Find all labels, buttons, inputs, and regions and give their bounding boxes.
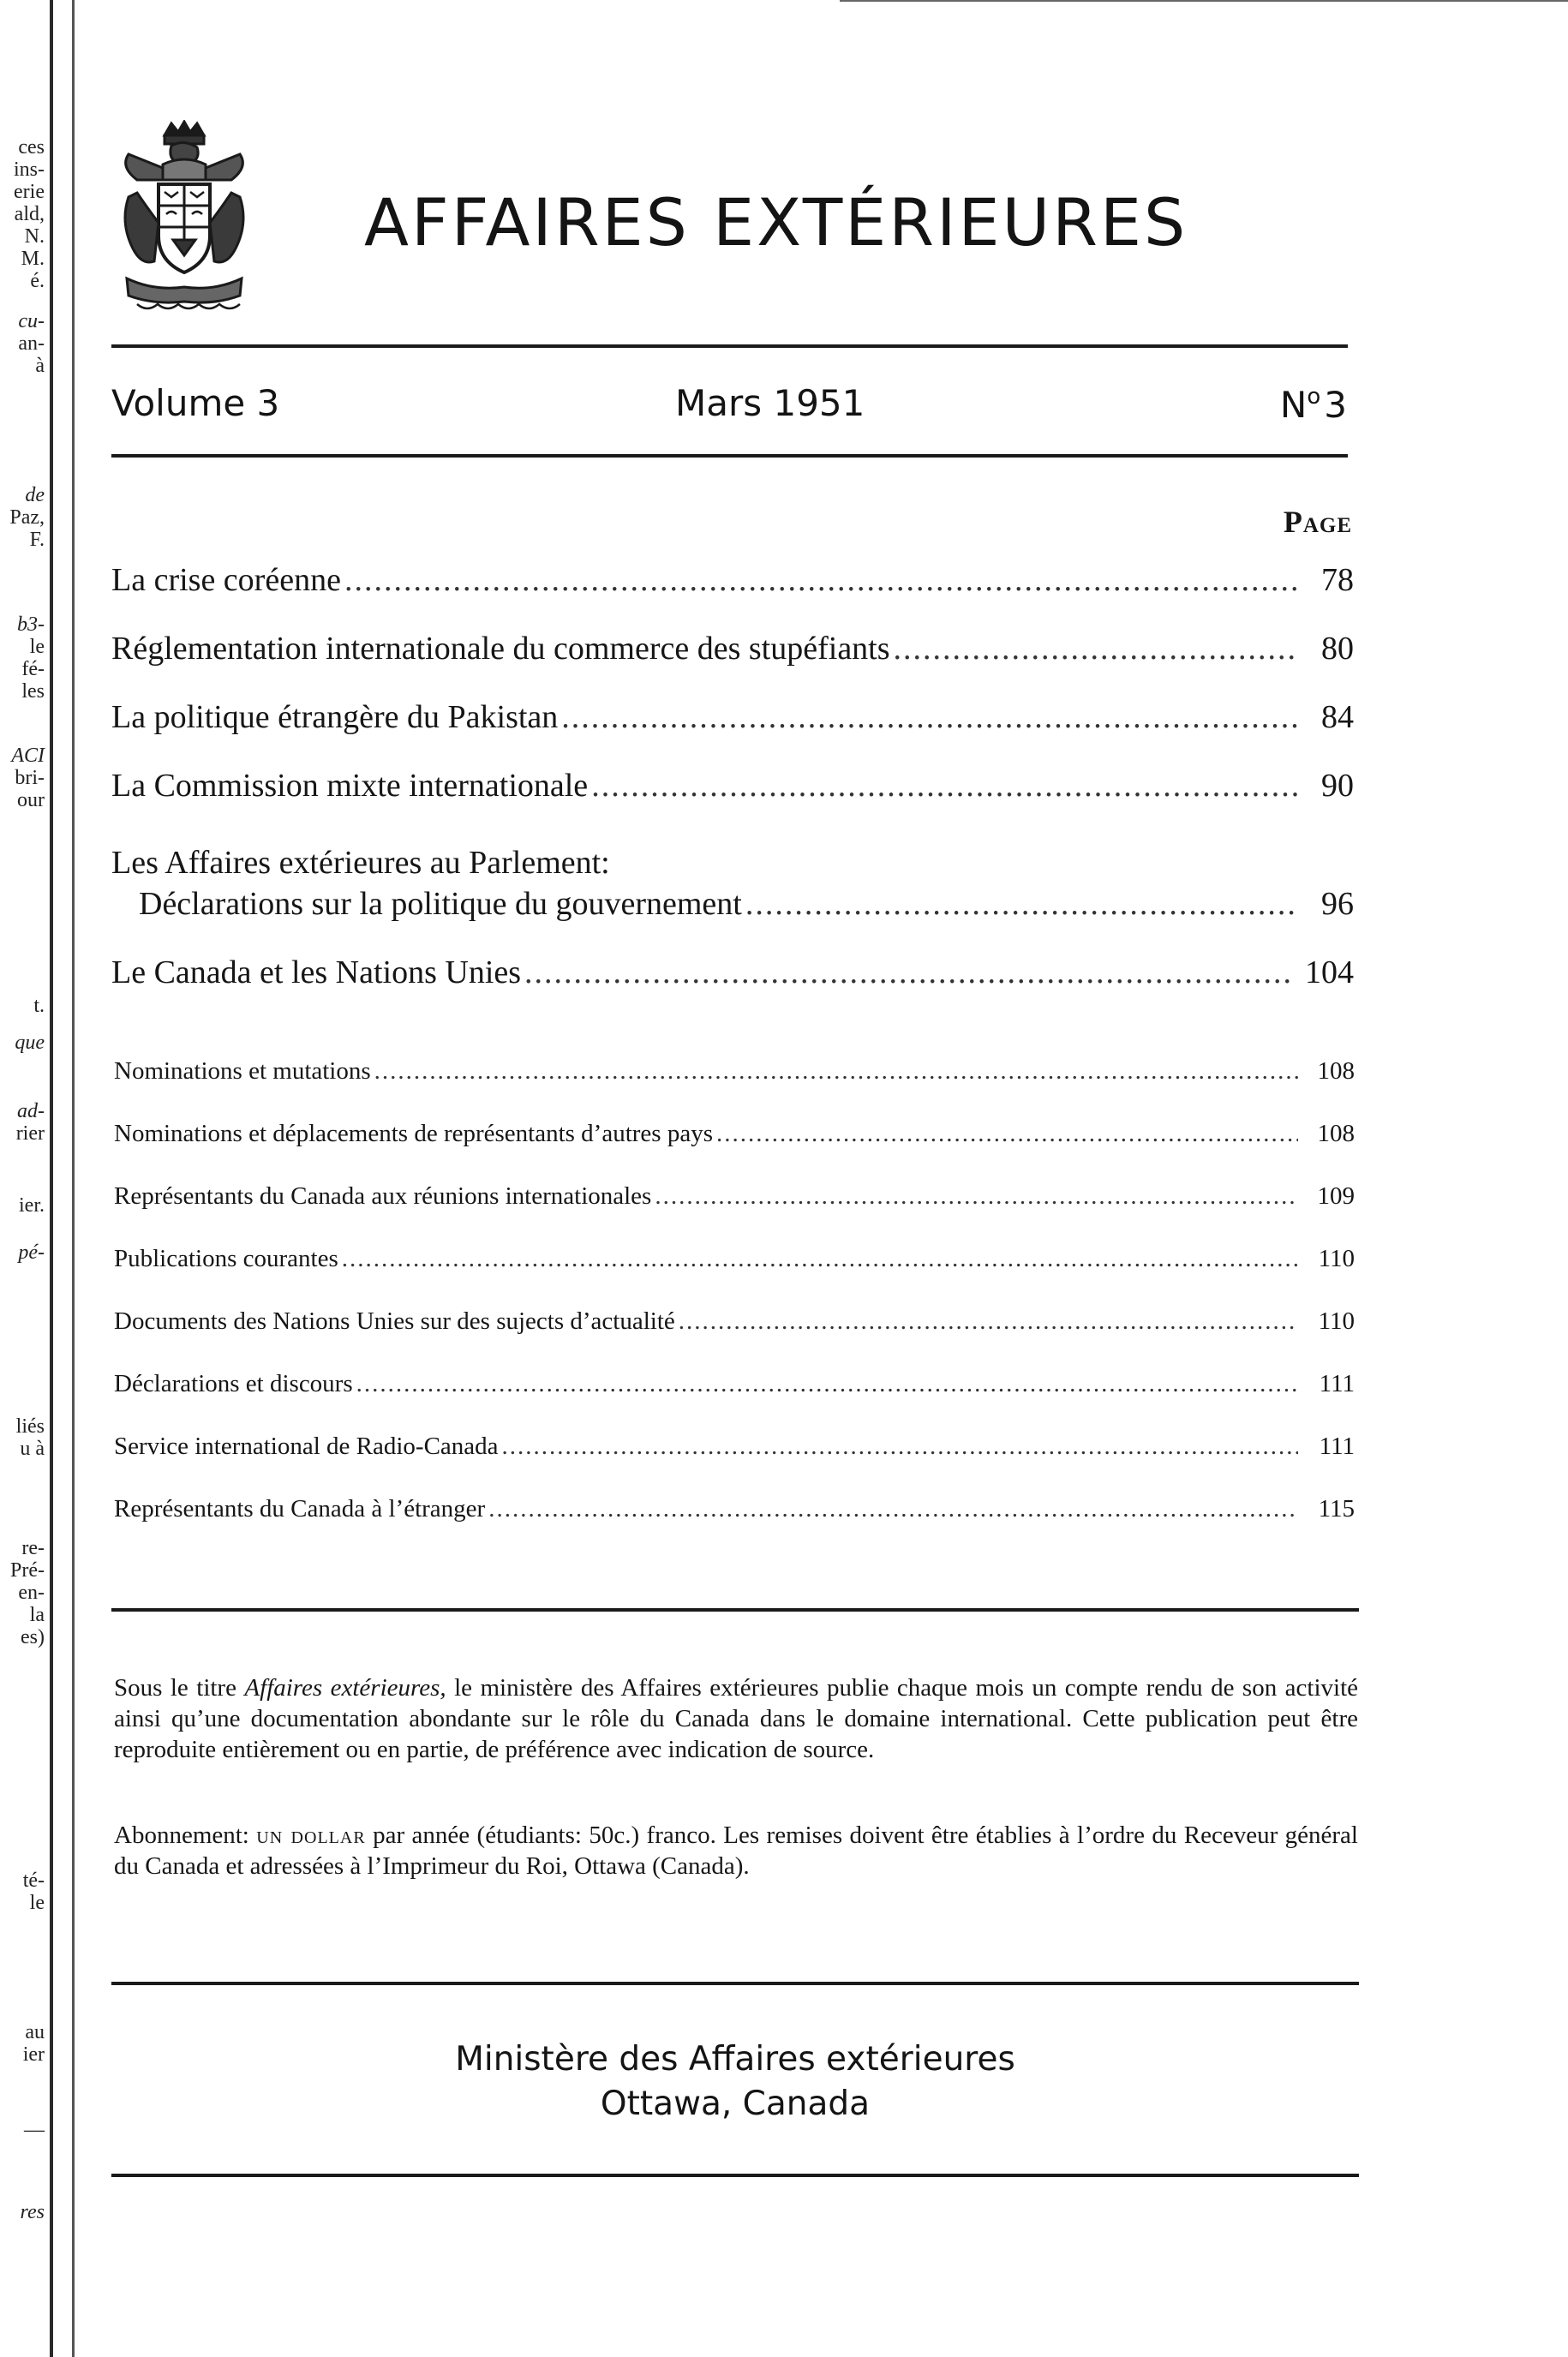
toc-leader-dots	[745, 885, 1297, 923]
bleed-text-fragment: t.	[33, 995, 45, 1017]
bleed-text-fragment: erie	[14, 181, 45, 203]
page-gutter-line	[50, 0, 53, 2357]
toc-entry-title: Représentants du Canada aux réunions internationales	[114, 1182, 652, 1210]
toc-entry-page: 111	[1319, 1370, 1355, 1397]
volume-label: Volume 3	[111, 382, 280, 424]
bleed-text-fragment: F.	[29, 529, 45, 551]
toc-entry[interactable]	[114, 1433, 1355, 1461]
bleed-text-fragment: le	[29, 636, 45, 658]
bleed-text-fragment: que	[15, 1032, 45, 1054]
toc-leader-dots	[524, 954, 1293, 991]
bleed-text-fragment: les	[21, 680, 45, 703]
bleed-text-fragment: ier.	[19, 1194, 45, 1217]
toc-leader-dots	[374, 1057, 1298, 1086]
bleed-text-fragment: an-	[18, 332, 45, 355]
bleed-text-fragment: le	[29, 1892, 45, 1914]
bleed-text-fragment: Paz,	[9, 506, 45, 529]
bleed-text-fragment: au	[25, 2021, 45, 2043]
toc-leader-dots	[716, 1120, 1298, 1148]
header-rule-top	[111, 344, 1348, 348]
toc-entry-page: 104	[1305, 954, 1354, 990]
toc-entry-heading[interactable]: Les Affaires extérieures au Parlement:	[111, 845, 610, 881]
toc-entry-title: Service international de Radio-Canada	[114, 1433, 499, 1460]
facing-page-bleed	[0, 0, 50, 2357]
toc-entry[interactable]	[114, 1057, 1355, 1086]
bleed-text-fragment: ACI	[11, 745, 45, 767]
toc-leader-dots	[679, 1307, 1298, 1336]
toc-entry-page: 96	[1321, 886, 1354, 922]
toc-entry[interactable]	[111, 698, 1354, 736]
page-gutter-line-inner	[72, 0, 75, 2357]
issue-number: $N^o3$	[1279, 384, 1347, 426]
bleed-text-fragment: b3-	[17, 613, 45, 636]
bleed-text-fragment: ier	[22, 2043, 45, 2066]
toc-entry[interactable]	[114, 1307, 1355, 1336]
toc-end-rule	[111, 1608, 1359, 1612]
toc-entry-title: Déclarations et discours	[114, 1370, 353, 1397]
toc-entry[interactable]	[111, 630, 1354, 667]
bleed-text-fragment: té-	[22, 1869, 45, 1892]
bleed-text-fragment: es)	[21, 1626, 45, 1648]
toc-entry-page: 109	[1317, 1182, 1355, 1210]
toc-page-heading: Page	[1283, 505, 1352, 539]
toc-entry[interactable]	[114, 1120, 1355, 1148]
toc-entry-title: La crise coréenne	[111, 562, 341, 598]
toc-entry-page: 110	[1318, 1307, 1355, 1335]
canadian-coat-of-arms-icon	[111, 120, 257, 317]
toc-entry-title: La Commission mixte internationale	[111, 768, 589, 804]
bleed-text-fragment: cu-	[18, 310, 45, 332]
toc-entry-title: Représentants du Canada à l’étranger	[114, 1495, 486, 1522]
toc-entry-page: 84	[1321, 699, 1354, 735]
toc-entry-page: 115	[1318, 1495, 1355, 1522]
bleed-text-fragment: bri-	[15, 767, 45, 789]
toc-entry-page: 80	[1321, 631, 1354, 667]
subscription-notice: Abonnement: un dollar par année (étudiants: 50c.) franco. Les remises doivent être établies à l’ordre du Receveur général du Canada et adressées à l’Imprimeur du Roi, Ottawa (Canada).	[114, 1822, 1358, 1880]
toc-entry-title: La politique étrangère du Pakistan	[111, 699, 559, 735]
toc-entry[interactable]	[114, 1182, 1355, 1211]
toc-entry-title: Nominations et mutations	[114, 1057, 371, 1085]
bleed-text-fragment: —	[24, 2119, 45, 2141]
bleed-text-fragment: ins-	[14, 159, 45, 181]
bleed-text-fragment: u à	[20, 1438, 45, 1460]
bleed-text-fragment: M.	[21, 248, 45, 270]
toc-leader-dots	[488, 1495, 1298, 1523]
toc-entry-page: 110	[1318, 1245, 1355, 1272]
bleed-text-fragment: res	[20, 2201, 45, 2223]
bleed-text-fragment: en-	[18, 1582, 45, 1604]
publisher-location: Ottawa, Canada	[600, 2085, 871, 2123]
bleed-text-fragment: à	[35, 355, 45, 377]
toc-entry-page: 90	[1321, 768, 1354, 804]
toc-entry-page: 78	[1321, 562, 1354, 598]
toc-entry[interactable]	[114, 1245, 1355, 1273]
toc-entry-title: Déclarations sur la politique du gouvernement	[139, 886, 742, 922]
scan-top-edge	[840, 0, 1568, 2]
header-rule-bottom	[111, 454, 1348, 458]
bleed-text-fragment: N.	[24, 225, 45, 248]
bleed-text-fragment: é.	[30, 270, 45, 292]
bleed-text-fragment: liés	[15, 1415, 45, 1438]
toc-entry-title: Nominations et déplacements de représentants d’autres pays	[114, 1120, 713, 1147]
toc-entry[interactable]	[111, 885, 1354, 923]
toc-leader-dots	[894, 630, 1297, 667]
toc-leader-dots	[344, 561, 1297, 599]
issue-date: Mars 1951	[675, 382, 865, 424]
toc-entry-title: Réglementation internationale du commerce des stupéfiants	[111, 631, 890, 667]
bleed-text-fragment: pé-	[18, 1241, 45, 1264]
publisher-rule-bottom	[111, 2174, 1359, 2177]
bleed-text-fragment: our	[17, 789, 45, 811]
bleed-text-fragment: Pré-	[10, 1559, 45, 1582]
toc-entry-title: Documents des Nations Unies sur des sujects d’actualité	[114, 1307, 675, 1335]
bleed-text-fragment: la	[29, 1604, 45, 1626]
bleed-text-fragment: de	[25, 484, 45, 506]
toc-leader-dots	[655, 1182, 1298, 1211]
toc-entry[interactable]	[114, 1495, 1355, 1523]
publisher-name: Ministère des Affaires extérieures	[455, 2040, 1015, 2079]
toc-leader-dots	[591, 767, 1297, 805]
publisher-block	[111, 2037, 1359, 2127]
toc-entry-title: Le Canada et les Nations Unies	[111, 954, 522, 990]
toc-leader-dots	[342, 1245, 1298, 1273]
toc-leader-dots	[356, 1370, 1298, 1398]
magazine-title: AFFAIRES EXTÉRIEURES	[364, 184, 1188, 260]
bleed-text-fragment: ald,	[14, 203, 45, 225]
toc-entry[interactable]	[114, 1370, 1355, 1398]
toc-entry[interactable]	[111, 561, 1354, 599]
bleed-text-fragment: fé-	[21, 658, 45, 680]
bleed-text-fragment: ces	[18, 136, 45, 159]
toc-leader-dots	[561, 698, 1297, 736]
publisher-rule-top	[111, 1982, 1359, 1985]
bleed-text-fragment: rier	[15, 1122, 45, 1145]
bleed-text-fragment: ad-	[17, 1100, 45, 1122]
toc-entry-page: 108	[1317, 1057, 1355, 1085]
toc-entry[interactable]	[111, 954, 1354, 991]
toc-leader-dots	[502, 1433, 1298, 1461]
toc-entry-page: 111	[1319, 1433, 1355, 1460]
bleed-text-fragment: re-	[21, 1537, 45, 1559]
publication-notice: Sous le titre Affaires extérieures, le ministère des Affaires extérieures publie chaque mois un compte rendu de son activité ainsi qu’une documentation abondante sur le rôle du Canada dans le domaine international. Cette publication peut être reproduite entièrement ou en partie, de préférence avec indication de source.	[114, 1674, 1358, 1763]
toc-entry[interactable]	[111, 767, 1354, 805]
toc-entry-page: 108	[1317, 1120, 1355, 1147]
toc-entry-title: Publications courantes	[114, 1245, 338, 1272]
